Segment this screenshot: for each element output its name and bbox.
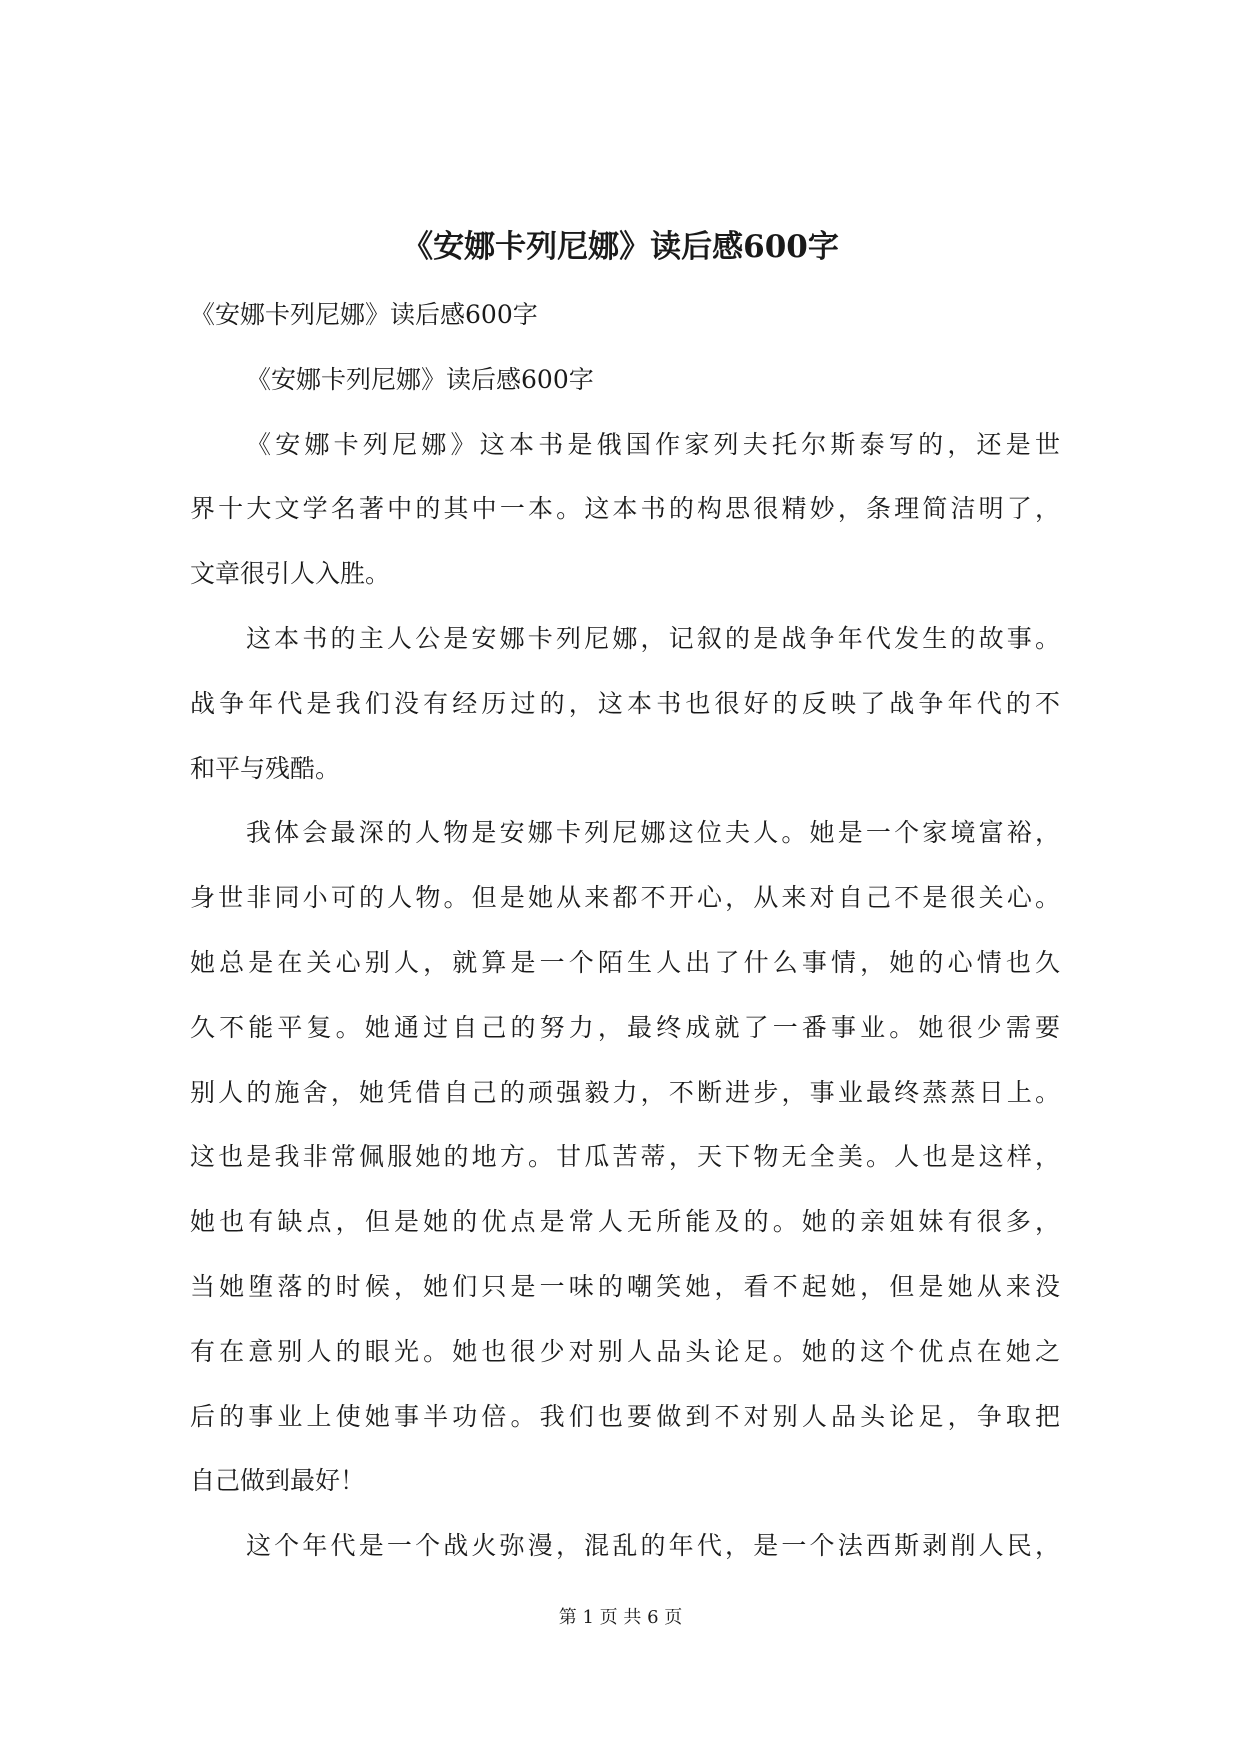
paragraph-3-line-4: 久不能平复。她通过自己的努力，最终成就了一番事业。她很少需要 — [190, 1012, 1060, 1042]
paragraph-3-line-9: 有在意别人的眼光。她也很少对别人品头论足。她的这个优点在她之 — [190, 1336, 1060, 1366]
document-body — [190, 283, 1060, 1579]
paragraph-3-line-10: 后的事业上使她事半功倍。我们也要做到不对别人品头论足，争取把 — [190, 1401, 1060, 1431]
paragraph-3-line-7: 她也有缺点，但是她的优点是常人无所能及的。她的亲姐妹有很多， — [190, 1207, 1060, 1237]
heading-line: 《安娜卡列尼娜》读后感600字 — [246, 364, 594, 394]
paragraph-3-line-2: 身世非同小可的人物。但是她从来都不开心，从来对自己不是很关心。 — [190, 883, 1060, 913]
page-number-footer: 第 1 页 共 6 页 — [558, 1607, 683, 1628]
paragraph-4-line-1: 这个年代是一个战火弥漫，混乱的年代，是一个法西斯剥削人民， — [246, 1531, 1060, 1561]
subtitle-line: 《安娜卡列尼娜》读后感600字 — [190, 300, 538, 329]
paragraph-3-line-8: 当她堕落的时候，她们只是一味的嘲笑她，看不起她，但是她从来没 — [190, 1271, 1060, 1301]
paragraph-2-line-1: 这本书的主人公是安娜卡列尼娜，记叙的是战争年代发生的故事。 — [246, 623, 1060, 653]
paragraph-3-line-1: 我体会最深的人物是安娜卡列尼娜这位夫人。她是一个家境富裕， — [246, 818, 1060, 848]
paragraph-1-line-2: 界十大文学名著中的其中一本。这本书的构思很精妙，条理简洁明了， — [190, 494, 1060, 524]
paragraph-3-line-11: 自己做到最好！ — [190, 1466, 366, 1496]
paragraph-2-line-2: 战争年代是我们没有经历过的，这本书也很好的反映了战争年代的不 — [190, 688, 1060, 718]
paragraph-3-line-3: 她总是在关心别人，就算是一个陌生人出了什么事情，她的心情也久 — [190, 947, 1060, 977]
paragraph-3-line-6: 这也是我非常佩服她的地方。甘瓜苦蒂，天下物无全美。人也是这样， — [190, 1142, 1060, 1172]
paragraph-1-line-1: 《安娜卡列尼娜》这本书是俄国作家列夫托尔斯泰写的，还是世 — [246, 429, 1060, 459]
paragraph-3-line-5: 别人的施舍，她凭借自己的顽强毅力，不断进步，事业最终蒸蒸日上。 — [190, 1077, 1060, 1107]
paragraph-2-line-3: 和平与残酷。 — [190, 753, 341, 783]
paragraph-1-line-3: 文章很引人入胜。 — [190, 559, 391, 589]
page-title: 《安娜卡列尼娜》读后感600字 — [402, 229, 839, 265]
